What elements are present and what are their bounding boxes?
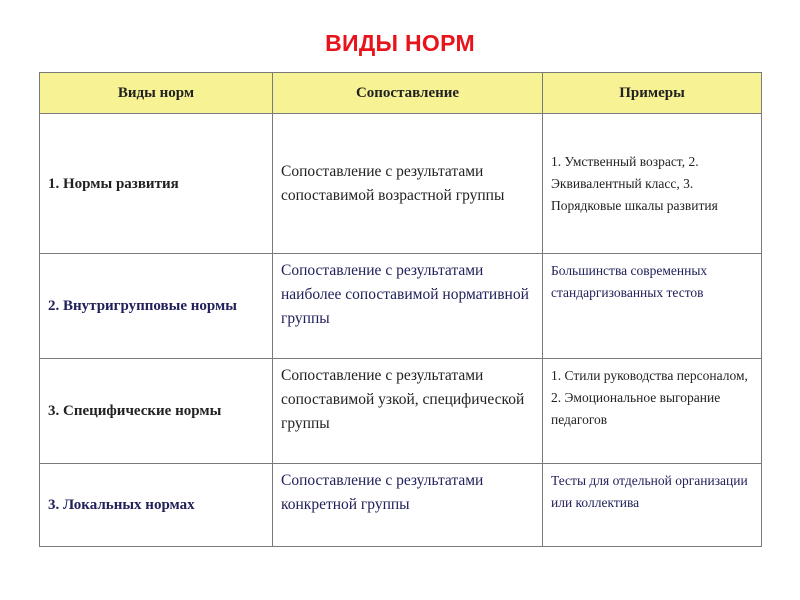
table-row [40,254,762,359]
row-comparison: Сопоставление с результатами конкретной группы [273,464,543,547]
header-kinds: Виды норм [40,73,273,114]
row-comparison: Сопоставление с результатами сопоставимой узкой, специфической группы [273,359,543,464]
page-title: ВИДЫ НОРМ [325,30,475,56]
row-kind: 3. Специфические нормы [40,359,273,464]
header-examples: Примеры [543,73,762,114]
row-kind: 2. Внутригрупповые нормы [40,254,273,359]
row-kind: 1. Нормы развития [40,114,273,254]
row-examples: Большинства современных стандаргизованных тестов [543,254,762,359]
table-row [40,114,762,254]
table-header-row [40,73,762,114]
row-kind: 3. Локальных нормах [40,464,273,547]
table-row [40,359,762,464]
header-comparison: Сопоставление [273,73,543,114]
row-comparison: Сопоставление с результатами наиболее сопоставимой нормативной группы [273,254,543,359]
row-examples: 1. Стили руководства персоналом, 2. Эмоциональное выгорание педагогов [543,359,762,464]
row-examples: 1. Умственный возраст, 2. Эквивалентный класс, 3. Порядковые шкалы развития [543,114,762,254]
row-examples: Тесты для отдельной организации или коллектива [543,464,762,547]
norms-table [39,72,762,547]
row-comparison: Сопоставление с результатами сопоставимой возрастной группы [273,114,543,254]
table-row [40,464,762,547]
